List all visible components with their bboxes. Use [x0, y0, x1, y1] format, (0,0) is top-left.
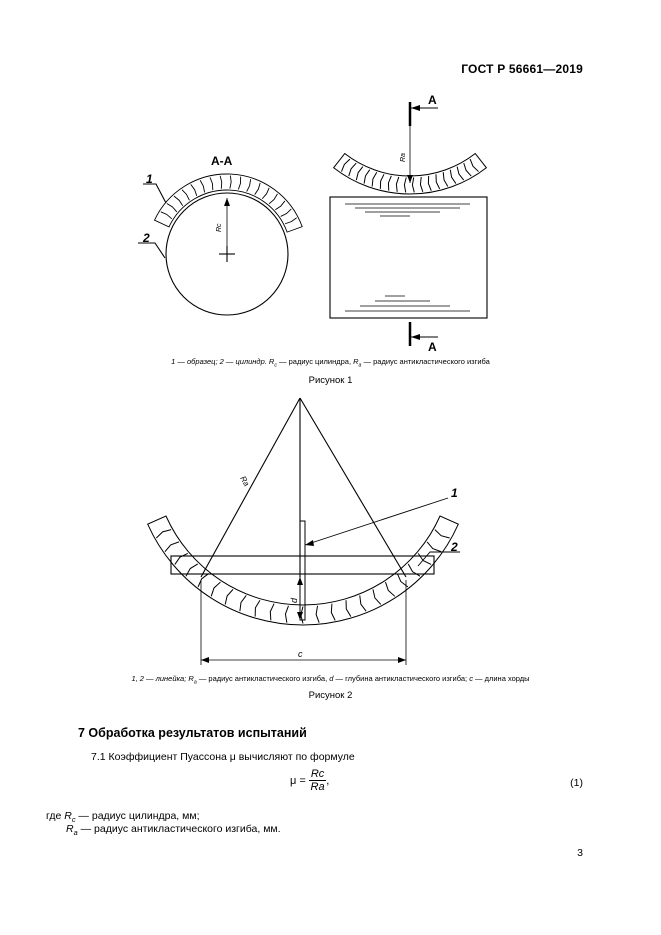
- figure2-caption: 1, 2 — линейка; $R_a$ — радиус антикластического изгиба, d — глубина антикластического изгиба; c — длина хорды: [131, 674, 530, 686]
- figure1-side-specimen-segment: [356, 167, 363, 180]
- figure1-title: Рисунок 1: [308, 375, 353, 386]
- cylinder-side-rect: [330, 197, 487, 318]
- label-ra-f2: Ra: [238, 474, 252, 488]
- callout-1-leader: [143, 184, 166, 203]
- figure2-specimen-segment: [211, 582, 220, 596]
- figure1-specimen-segment: [220, 176, 222, 189]
- figure1-specimen-segment: [174, 196, 183, 206]
- figure1-specimen-segment: [230, 176, 231, 189]
- figure1-side-specimen-segment: [372, 172, 377, 186]
- ra-line-right: [300, 398, 406, 577]
- figure1-specimen-segment: [281, 209, 292, 216]
- figure2-specimen-segment: [240, 595, 246, 611]
- figure2-callout-1: 1: [451, 486, 458, 500]
- figure2-title: Рисунок 2: [308, 690, 353, 701]
- figure1-section-view: [138, 184, 288, 315]
- figure1-specimen-segment: [161, 212, 172, 219]
- figure2-specimen-segment: [198, 574, 209, 587]
- figure2-specimen-segment: [316, 606, 319, 623]
- figure1-side-specimen-segment: [412, 177, 414, 192]
- figure1-side-specimen-segment: [404, 177, 406, 192]
- figure1-specimen-segment: [269, 194, 277, 204]
- figure2-specimen-segment: [156, 530, 171, 538]
- figure2-specimen-segment: [225, 589, 233, 604]
- figure1-side-specimen-segment: [428, 176, 431, 191]
- figure2-specimen-segment: [427, 542, 441, 552]
- formula-end: ,: [326, 774, 330, 787]
- figure1-side-specimen-segment: [420, 177, 422, 192]
- figure1-specimen-segment: [191, 184, 197, 196]
- callout-2-leader-f2: [418, 552, 460, 566]
- label-c: c: [298, 649, 303, 659]
- figure1-specimen-segment: [285, 218, 297, 224]
- where-ra: $R_a$ — радиус антикластического изгиба, мм.: [66, 823, 281, 838]
- formula-numerator: Rc: [310, 768, 325, 780]
- arrowhead-top: [411, 105, 420, 111]
- figure1-side-specimen-segment: [396, 177, 398, 192]
- figure1-specimen-segment: [210, 177, 213, 190]
- figure1-side-specimen-segment: [470, 159, 478, 171]
- figure1-specimen-segment: [262, 188, 269, 199]
- figure1-side-specimen-segment: [349, 163, 357, 176]
- arrowhead-rc: [224, 198, 230, 206]
- section-heading: 7 Обработка результатов испытаний: [78, 726, 307, 740]
- figure1-specimen-segment: [182, 190, 189, 201]
- figure2-specimen-segment: [386, 582, 395, 596]
- figure1-caption: 1 — образец; 2 — цилиндр. $R_c$ — радиус цилиндра, $R_a$ — радиус антикластического изгиба: [171, 357, 490, 369]
- arrowhead-chord-left: [201, 657, 209, 663]
- figure2-specimen-segment: [285, 606, 288, 623]
- figure2-specimen-segment: [175, 553, 188, 564]
- arrowhead-callout-1: [305, 540, 314, 546]
- formula-lhs: μ =: [290, 774, 306, 787]
- figure2-specimen-segment: [165, 542, 179, 552]
- label-rc: Rc: [216, 223, 223, 232]
- figure2-specimen-segment: [301, 607, 303, 624]
- arrowhead-bottom: [411, 334, 420, 340]
- callout-1-leader-f2: [305, 498, 448, 545]
- figure1-side-specimen-segment: [457, 167, 464, 180]
- figure1-specimen-segment: [238, 177, 240, 190]
- figure2-specimen-segment: [346, 600, 351, 616]
- figure1-side-specimen-segment: [436, 174, 440, 189]
- figure1-side-specimen-segment: [450, 170, 456, 184]
- figure2-specimen-segment: [360, 595, 366, 611]
- formula-number: (1): [570, 777, 583, 789]
- page-number: 3: [577, 847, 583, 859]
- figure2-specimen-segment: [270, 604, 274, 621]
- callout-2-leader: [138, 243, 165, 258]
- figure1-callout-2: 2: [143, 231, 150, 245]
- figure1-side-specimen-segment: [443, 172, 448, 186]
- figure1-specimen-segment: [167, 204, 177, 212]
- formula-fraction: [309, 768, 326, 793]
- figure2-specimen-segment: [331, 604, 335, 621]
- figure1-specimen-segment: [275, 201, 285, 210]
- figure1-side-specimen-segment: [364, 170, 370, 184]
- figure2-specimen-segment: [373, 589, 381, 604]
- document-header: ГОСТ Р 56661—2019: [461, 62, 583, 76]
- figure1-specimen-segment: [200, 180, 204, 192]
- arrowhead-d-top: [297, 577, 303, 585]
- section-label-top-a: А: [428, 93, 437, 107]
- paragraph-7-1: 7.1 Коэффициент Пуассона μ вычисляют по формуле: [91, 751, 355, 763]
- figure1-specimen-segment: [247, 179, 251, 191]
- figure2-specimen-segment: [255, 600, 260, 616]
- where-rc: где $R_c$ — радиус цилиндра, мм;: [46, 810, 200, 825]
- figure1-callout-1: 1: [146, 172, 153, 186]
- figure1-side-specimen-segment: [464, 163, 472, 176]
- section-label: А-А: [211, 154, 233, 168]
- figure1-side-specimen-segment: [380, 174, 384, 189]
- figure1-side-specimen-segment: [388, 176, 391, 191]
- formula: [290, 768, 329, 793]
- figure1-side-specimen-segment: [341, 159, 349, 171]
- ra-line-left: [201, 398, 300, 577]
- figure2-callout-2: 2: [451, 540, 458, 554]
- figure2-specimen-segment: [435, 530, 450, 538]
- label-ra: Ra: [400, 153, 407, 162]
- formula-denominator: Ra: [310, 781, 325, 793]
- arrowhead-chord-right: [398, 657, 406, 663]
- section-label-bottom-a: А: [428, 340, 437, 354]
- figure1-specimen-segment: [255, 183, 260, 195]
- label-d: d: [289, 597, 299, 603]
- figure1-side-view: [330, 102, 487, 346]
